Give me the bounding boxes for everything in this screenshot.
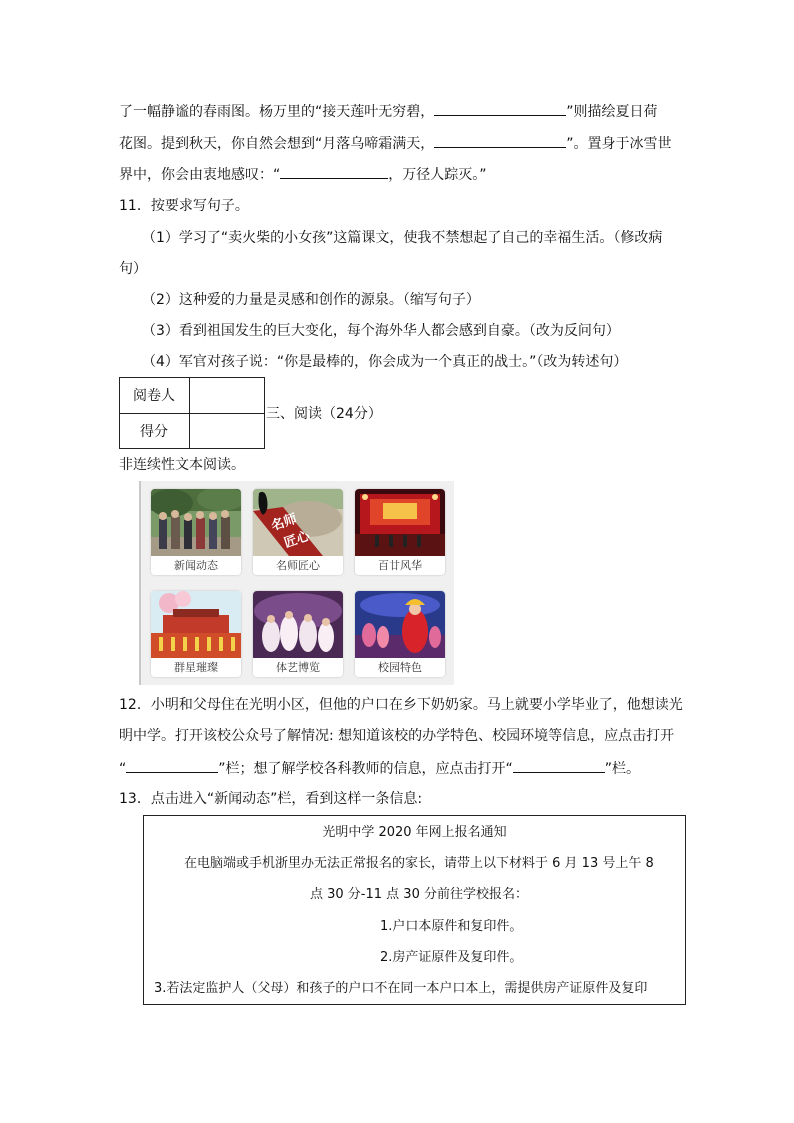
notice-title: 光明中学 2020 年网上报名通知 [322,825,507,840]
app-menu-panel [139,481,454,685]
q11-title: 11．按要求写句子。 [119,198,249,214]
tile-anniversary[interactable] [355,489,445,575]
dance-photo-icon [253,591,343,658]
reviewer-field[interactable] [190,378,265,413]
q12-line-2: 明中学。打开该校公众号了解情况: 想知道该校的办学特色、校园环境等信息，应点击打开 [119,728,675,744]
notice-box [143,815,686,1005]
stage-photo-icon [355,489,445,556]
answer-blank[interactable] [513,758,605,773]
answer-blank[interactable] [126,758,218,773]
q11-item-3: （3）看到祖国发生的巨大变化，每个海外华人都会感到自豪。（改为反问句） [142,323,620,339]
svg-text:名师: 名师 [269,511,299,534]
q12-line-1: 12．小明和父母住在光明小区，但他的户口在乡下奶奶家。马上就要小学毕业了，他想读光 [119,697,683,713]
q11-item-2: （2）这种爱的力量是灵感和创作的源泉。（缩写句子） [142,292,480,308]
answer-blank[interactable] [434,101,566,116]
reviewer-label: 阅卷人 [133,388,175,404]
notice-paragraph-cont: 点 30 分-11 点 30 分前往学校报名： [310,887,528,902]
tile-label: 新闻动态 [151,556,241,575]
tile-arts[interactable] [253,591,343,677]
notice-item-2: 2.房产证原件及复印件。 [380,950,523,965]
q11-item-4: （4）军官对孩子说：“你是最棒的，你会成为一个真正的战士。”（改为转述句） [142,354,628,370]
tile-news[interactable] [151,489,241,575]
paragraph-line-3: 界中，你会由衷地感叹：“ ，万径人踪灭。” [119,164,487,185]
q11-item-1-cont: 句） [119,261,147,277]
score-field[interactable] [190,414,265,449]
notice-item-3: 3.若法定监护人（父母）和孩子的户口不在同一本户口本上，需提供房产证原件及复印 [154,981,648,996]
answer-blank[interactable] [434,133,566,148]
tile-teachers[interactable] [253,489,343,575]
tile-label: 体艺博览 [253,658,343,677]
q12-line-3: “ ”栏；想了解学校各科教师的信息，应点击打开“ ”栏。 [119,758,640,779]
notice-paragraph: 在电脑端或手机浙里办无法正常报名的家长，请带上以下材料于 6 月 13 号上午 8 [184,856,654,871]
score-table [119,377,265,449]
tile-label: 校园特色 [355,658,445,677]
tile-label: 百廿风华 [355,556,445,575]
answer-blank[interactable] [280,164,388,179]
nontext-intro: 非连续性文本阅读。 [119,457,245,473]
opera-photo-icon [355,591,445,658]
svg-text:匠心: 匠心 [282,528,312,552]
q11-item-1: （1）学习了“卖火柴的小女孩”这篇课文，使我不禁想起了自己的幸福生活。（修改病 [142,230,663,246]
news-photo-icon [151,489,241,556]
q13-title: 13．点击进入“新闻动态”栏，看到这样一条信息: [119,791,423,807]
section-3-heading: 三、阅读（24分） [266,406,382,422]
score-label: 得分 [140,424,168,440]
notice-item-1: 1.户口本原件和复印件。 [380,919,523,934]
tile-campus-features[interactable] [355,591,445,677]
paragraph-line-2: 花图。提到秋天，你自然会想到“月落乌啼霜满天， ”。置身于冰雪世 [119,133,672,154]
teacher-banner-icon [253,489,343,556]
performance-photo-icon [151,591,241,658]
paragraph-line-1: 了一幅静谧的春雨图。杨万里的“接天莲叶无穷碧， ”则描绘夏日荷 [119,101,658,122]
tile-stars[interactable] [151,591,241,677]
tile-label: 名师匠心 [253,556,343,575]
tile-label: 群星璀璨 [151,658,241,677]
